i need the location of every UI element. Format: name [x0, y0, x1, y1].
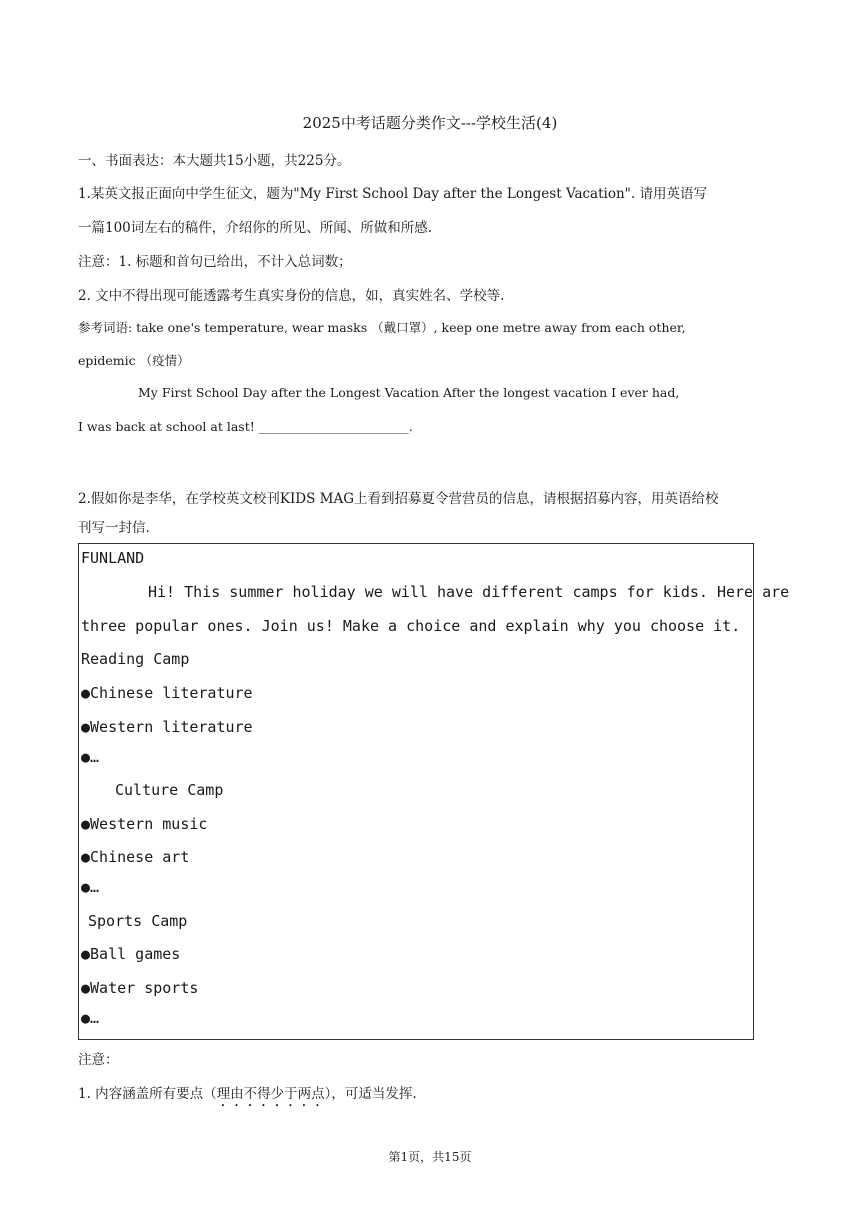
list-item: ●… [81, 1009, 100, 1027]
q2-note1-prefix: 1. 内容涵盖所有要点（ [78, 1086, 217, 1102]
q2-note1 [78, 1082, 417, 1110]
list-item: ●Ball games [81, 945, 181, 963]
camp-advert-box [78, 543, 790, 1040]
camp-title-sports: Sports Camp [88, 912, 188, 930]
advert-intro-line2: three popular ones. Join us! Make a choice and explain why you choose it. [81, 617, 741, 635]
q1-essay-start-line2: I was back at school at last! ________________________. [78, 419, 413, 434]
q1-reference-words-line2: epidemic （疫情） [78, 353, 190, 368]
page-title: 2025中考话题分类作文---学校生活(4) [302, 114, 558, 132]
list-item: ●Chinese literature [81, 684, 253, 702]
section-heading: 一、书面表达：本大题共15小题，共225分。 [78, 153, 351, 169]
q2-note-label: 注意： [78, 1052, 119, 1068]
list-item: ●Western literature [81, 718, 253, 736]
q2-note1-emphasis: 理由不得少于两点 [216, 1086, 325, 1102]
q1-note2: 2. 文中不得出现可能透露考生真实身份的信息，如，真实姓名、学校等. [78, 288, 505, 304]
list-item: ●Chinese art [81, 848, 190, 866]
list-item: ●Water sports [81, 979, 199, 997]
q1-essay-start-line1: My First School Day after the Longest Vacation After the longest vacation I ever had, [138, 385, 680, 400]
q2-note1-suffix: ），可适当发挥. [324, 1086, 417, 1102]
list-item: ●… [81, 748, 100, 766]
q1-reference-words-line1: 参考词语: take one's temperature, wear masks （戴口罩）, keep one metre away from each other, [78, 320, 686, 335]
advert-intro-line1: Hi! This summer holiday we will have different camps for kids. Here are [148, 583, 790, 601]
q2-prompt-line1: 2.假如你是李华，在学校英文校刊KIDS MAG上看到招募夏令营营员的信息，请根据招募内容，用英语给校 [78, 491, 719, 507]
list-item: ●… [81, 878, 100, 896]
q2-prompt-line2: 刊写一封信. [78, 520, 150, 536]
q1-prompt-line1: 1.某英文报正面向中学生征文，题为"My First School Day after the Longest Vacation". 请用英语写 [78, 186, 707, 202]
page-footer: 第1页，共15页 [388, 1150, 472, 1164]
camp-title-reading: Reading Camp [81, 650, 190, 668]
q1-note1: 注意：1. 标题和首句已给出，不计入总词数； [78, 254, 352, 270]
camp-title-culture: Culture Camp [115, 781, 224, 799]
q1-prompt-line2: 一篇100词左右的稿件，介绍你的所见、所闻、所做和所感. [78, 220, 433, 236]
advert-heading: FUNLAND [81, 549, 145, 567]
list-item: ●Western music [81, 815, 208, 833]
